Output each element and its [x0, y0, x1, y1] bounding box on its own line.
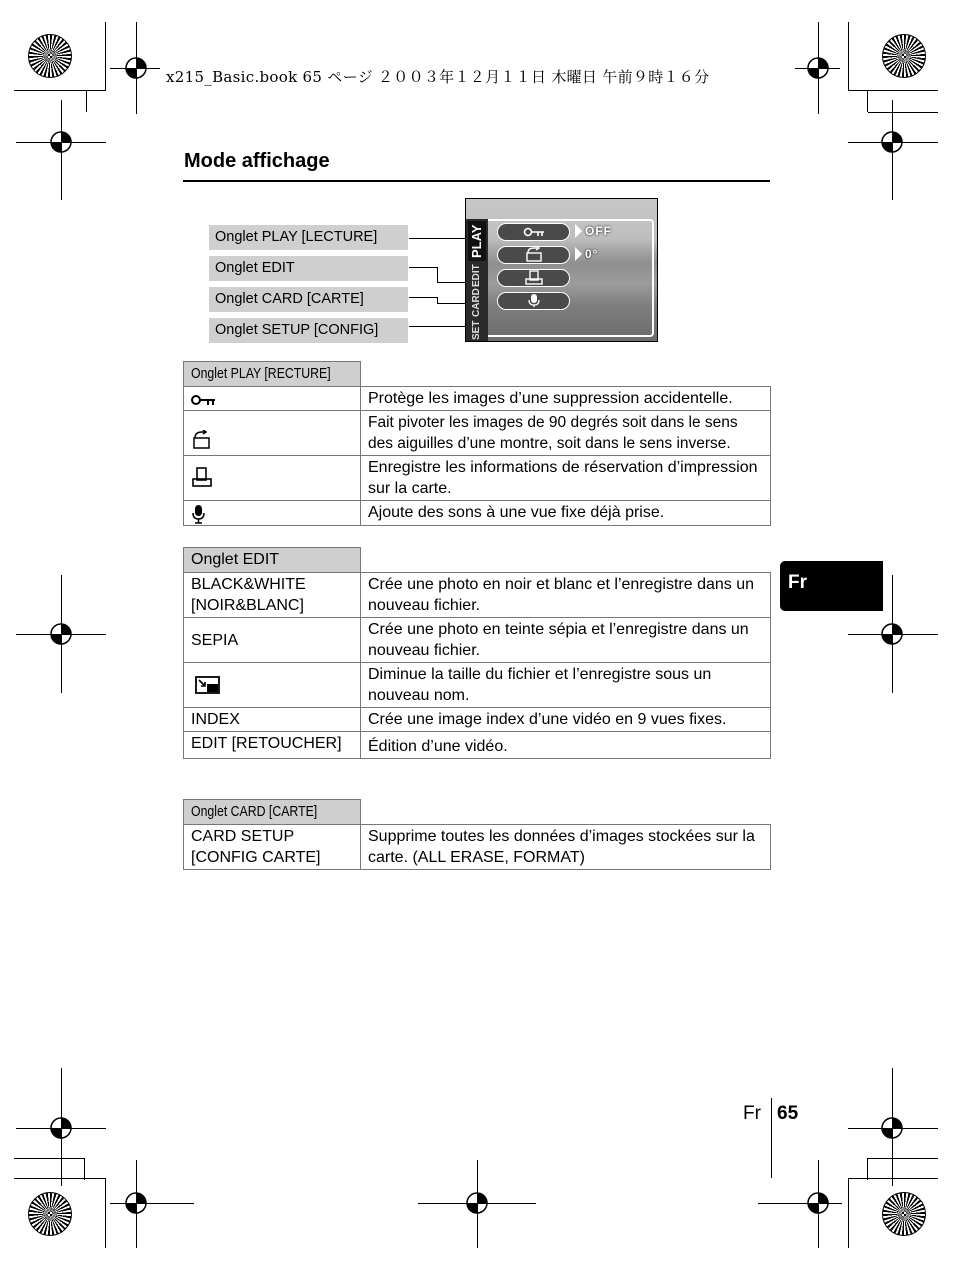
vtab-card: CARD: [471, 288, 482, 317]
play-print-desc: Enregistre les informations de réservation d’impression sur la carte.: [361, 456, 771, 501]
rotate-icon: [524, 247, 544, 262]
table-row: [184, 411, 771, 456]
page-title: Mode affichage: [184, 150, 330, 172]
table-row: [184, 501, 771, 526]
label-setup-tab: Onglet SETUP [CONFIG]: [209, 318, 408, 343]
crosshair-icon: [453, 1179, 501, 1227]
rotate-icon: [191, 430, 213, 450]
table-row: [184, 387, 771, 411]
microphone-icon: [527, 293, 541, 308]
play-rotate-desc: Fait pivoter les images de 90 degrés soit dans le sens des aiguilles d’une montre, soit dans le sens inverse.: [361, 411, 771, 456]
label-play-tab: Onglet PLAY [LECTURE]: [209, 225, 408, 250]
key-icon: [191, 393, 217, 407]
edit-retouch-desc: Édition d’une vidéo.: [361, 732, 771, 759]
page-number: 65: [777, 1103, 799, 1124]
language-tab: Fr: [780, 561, 883, 611]
footer-language: Fr: [743, 1103, 761, 1124]
crosshair-icon: [112, 1179, 160, 1227]
menu-item-print: [497, 269, 570, 287]
edit-retouch-label: EDIT [RETOUCHER]: [184, 732, 361, 759]
key-icon: [523, 226, 545, 238]
crosshair-icon: [868, 118, 916, 166]
crosshair-icon: [868, 610, 916, 658]
edit-sepia-desc: Crée une photo en teinte sépia et l’enregistre dans un nouveau fichier.: [361, 618, 771, 663]
edit-sepia-label: SEPIA: [184, 618, 361, 663]
vtab-set: SET: [471, 320, 482, 340]
crosshair-icon: [37, 1104, 85, 1152]
arrow-right-icon: [575, 247, 582, 261]
connector-line: [409, 267, 437, 268]
label-card-tab: Onglet CARD [CARTE]: [209, 287, 408, 312]
vertical-tab-strip: [466, 219, 488, 342]
table-row: [184, 456, 771, 501]
resize-icon: [195, 676, 221, 694]
edit-bw-label: BLACK&WHITE [NOIR&BLANC]: [184, 573, 361, 618]
crosshair-icon: [37, 118, 85, 166]
menu-item-rotate: [497, 246, 570, 264]
card-tab-table: [183, 799, 771, 870]
menu-item-protect: [497, 223, 570, 241]
edit-index-desc: Crée une image index d’une vidéo en 9 vues fixes.: [361, 708, 771, 732]
vtab-play: PLAY: [468, 221, 486, 261]
connector-line: [409, 326, 469, 327]
footer-divider: [771, 1098, 772, 1178]
registration-burst-icon: [28, 34, 72, 78]
microphone-icon: [191, 504, 207, 524]
edit-bw-desc: Crée une photo en noir et blanc et l’enregistre dans un nouveau fichier.: [361, 573, 771, 618]
arrow-right-icon: [575, 224, 582, 238]
table-row: [184, 732, 771, 759]
menu-item-sound: [497, 292, 570, 310]
table-row: [184, 573, 771, 618]
crosshair-icon: [794, 1179, 842, 1227]
label-edit-tab: Onglet EDIT: [209, 256, 408, 281]
play-tab-table: [183, 361, 771, 526]
registration-burst-icon: [882, 1192, 926, 1236]
title-rule: [183, 180, 770, 182]
print-header-line: x215_Basic.book 65 ページ ２００３年１２月１１日 木曜日 午前９時１６分: [166, 68, 710, 86]
print-icon: [524, 270, 544, 285]
edit-index-label: INDEX: [184, 708, 361, 732]
connector-line: [409, 297, 437, 298]
crosshair-icon: [37, 610, 85, 658]
registration-burst-icon: [28, 1192, 72, 1236]
play-protect-desc: Protège les images d’une suppression accidentelle.: [361, 387, 771, 411]
connector-line: [437, 267, 438, 282]
crosshair-icon: [868, 1104, 916, 1152]
vtab-edit: EDIT: [471, 264, 482, 288]
registration-burst-icon: [882, 34, 926, 78]
card-setup-label: CARD SETUP [CONFIG CARTE]: [184, 825, 361, 870]
table-row: [184, 618, 771, 663]
connector-line: [409, 238, 469, 239]
play-sound-desc: Ajoute des sons à une vue fixe déjà prise.: [361, 501, 771, 526]
rotate-value: 0°: [585, 247, 599, 261]
edit-table-header: Onglet EDIT: [184, 548, 361, 573]
edit-resize-desc: Diminue la taille du fichier et l’enregistre sous un nouveau nom.: [361, 663, 771, 708]
crosshair-icon: [112, 44, 160, 92]
edit-tab-table: [183, 547, 771, 759]
crosshair-icon: [794, 44, 842, 92]
card-setup-desc: Supprime toutes les données d’images stockées sur la carte. (ALL ERASE, FORMAT): [361, 825, 771, 870]
protect-value: OFF: [585, 224, 612, 238]
play-table-header: Onglet PLAY [RECTURE]: [184, 362, 361, 387]
print-icon: [191, 467, 213, 489]
table-row: [184, 708, 771, 732]
table-row: [184, 663, 771, 708]
table-row: [184, 825, 771, 870]
camera-lcd-screen: [465, 198, 658, 342]
card-table-header: Onglet CARD [CARTE]: [184, 800, 361, 825]
